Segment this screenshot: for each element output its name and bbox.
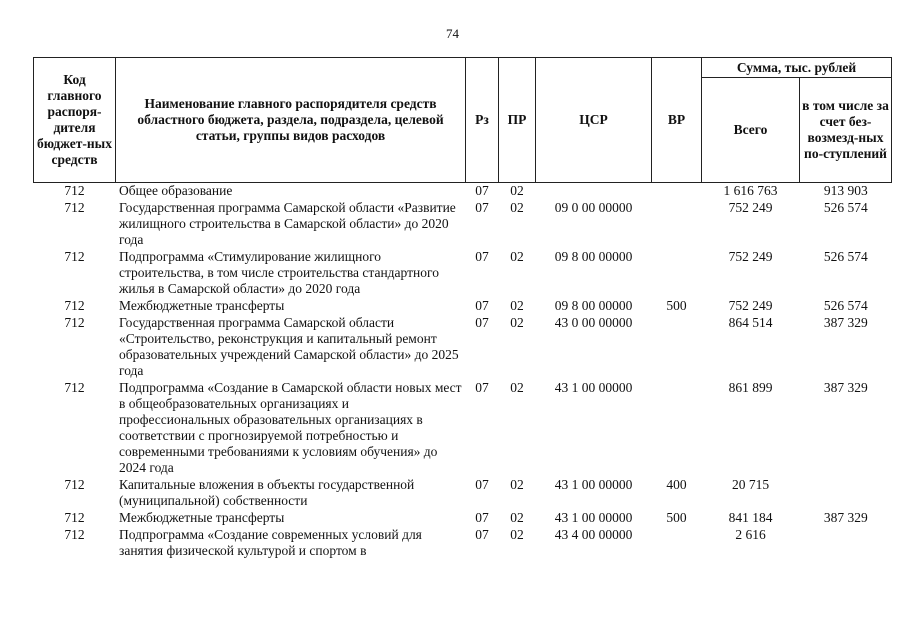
cell-name: Государственная программа Самарской области «Развитие жилищного строительства в Самарской области» до 2020 года bbox=[119, 200, 456, 247]
cell-pr: 02 bbox=[510, 315, 524, 330]
header-rz: Рз bbox=[466, 58, 499, 183]
cell-csr: 43 1 00 00000 bbox=[554, 510, 633, 525]
cell-total: 1 616 763 bbox=[723, 183, 778, 198]
cell-vr bbox=[652, 249, 702, 298]
cell-csr: 43 1 00 00000 bbox=[554, 380, 633, 395]
cell-pr: 02 bbox=[510, 183, 524, 198]
page-number: 74 bbox=[446, 26, 459, 41]
cell-vr bbox=[652, 380, 702, 477]
table-row bbox=[34, 380, 892, 477]
cell-pr: 02 bbox=[510, 477, 524, 492]
cell-code: 712 bbox=[64, 315, 85, 330]
cell-pr: 02 bbox=[510, 298, 524, 313]
cell-pr: 02 bbox=[510, 200, 524, 215]
table-row bbox=[34, 249, 892, 298]
table-row bbox=[34, 510, 892, 527]
header-free: в том числе за счет без-возмезд-ных по-ступлений bbox=[800, 78, 892, 183]
cell-free: 387 329 bbox=[823, 510, 868, 525]
cell-vr: 500 bbox=[666, 510, 687, 525]
cell-name: Общее образование bbox=[119, 183, 233, 198]
cell-code: 712 bbox=[64, 380, 85, 395]
table-row bbox=[34, 477, 892, 510]
table-row bbox=[34, 298, 892, 315]
table-row bbox=[34, 200, 892, 249]
table-row bbox=[34, 527, 892, 560]
cell-total: 20 715 bbox=[731, 477, 770, 492]
cell-total: 752 249 bbox=[728, 298, 773, 313]
table-row bbox=[34, 315, 892, 380]
cell-rz: 07 bbox=[475, 183, 489, 198]
cell-rz: 07 bbox=[475, 315, 489, 330]
cell-vr bbox=[652, 315, 702, 380]
budget-table bbox=[33, 57, 892, 560]
cell-rz: 07 bbox=[475, 527, 489, 542]
cell-csr: 43 0 00 00000 bbox=[554, 315, 633, 330]
cell-total: 752 249 bbox=[728, 200, 773, 215]
cell-csr: 09 0 00 00000 bbox=[554, 200, 633, 215]
cell-code: 712 bbox=[64, 527, 85, 542]
cell-free bbox=[800, 477, 892, 510]
cell-rz: 07 bbox=[475, 510, 489, 525]
cell-name: Подпрограмма «Стимулирование жилищного строительства, в том числе строительства стандартного жилья в Самарской области» до 2020 года bbox=[119, 249, 439, 296]
cell-csr: 09 8 00 00000 bbox=[554, 249, 633, 264]
cell-code: 712 bbox=[64, 477, 85, 492]
cell-pr: 02 bbox=[510, 510, 524, 525]
cell-vr bbox=[652, 527, 702, 560]
cell-vr bbox=[652, 200, 702, 249]
cell-rz: 07 bbox=[475, 477, 489, 492]
header-vr: ВР bbox=[652, 58, 702, 183]
header-csr: ЦСР bbox=[536, 58, 652, 183]
cell-free: 526 574 bbox=[823, 249, 868, 264]
cell-code: 712 bbox=[64, 183, 85, 198]
table-body bbox=[34, 183, 892, 561]
cell-free: 913 903 bbox=[823, 183, 868, 198]
cell-name: Подпрограмма «Создание в Самарской области новых мест в общеобразовательных организациях и профессиональных образовательных организациях в соответствии с прогнозируемой потребностью и современными требованиями к условиям обучения» до 2024 года bbox=[119, 380, 462, 475]
header-sum-group: Сумма, тыс. рублей bbox=[702, 58, 892, 78]
cell-total: 841 184 bbox=[728, 510, 773, 525]
cell-rz: 07 bbox=[475, 298, 489, 313]
cell-free bbox=[800, 527, 892, 560]
cell-name: Межбюджетные трансферты bbox=[119, 510, 285, 525]
cell-free: 526 574 bbox=[823, 298, 868, 313]
cell-csr bbox=[536, 183, 652, 201]
cell-pr: 02 bbox=[510, 380, 524, 395]
header-code: Код главного распоря-дителя бюджет-ных средств bbox=[34, 58, 116, 183]
cell-total: 861 899 bbox=[728, 380, 773, 395]
cell-code: 712 bbox=[64, 249, 85, 264]
header-pr: ПР bbox=[499, 58, 536, 183]
cell-rz: 07 bbox=[475, 249, 489, 264]
cell-free: 387 329 bbox=[823, 380, 868, 395]
cell-name: Государственная программа Самарской области «Строительство, реконструкция и капитальный ремонт образовательных учреждений Самарской области» до 2025 года bbox=[119, 315, 459, 378]
header-name: Наименование главного распорядителя средств областного бюджета, раздела, подраздела, целевой статьи, группы видов расходов bbox=[116, 58, 466, 183]
cell-pr: 02 bbox=[510, 527, 524, 542]
cell-code: 712 bbox=[64, 298, 85, 313]
cell-csr: 43 1 00 00000 bbox=[554, 477, 633, 492]
cell-csr: 43 4 00 00000 bbox=[554, 527, 633, 542]
cell-csr: 09 8 00 00000 bbox=[554, 298, 633, 313]
table-header bbox=[34, 58, 892, 183]
cell-code: 712 bbox=[64, 200, 85, 215]
cell-name: Подпрограмма «Создание современных условий для занятия физической культурой и спортом в bbox=[119, 527, 422, 558]
cell-vr: 500 bbox=[666, 298, 687, 313]
header-total: Всего bbox=[702, 78, 800, 183]
cell-rz: 07 bbox=[475, 380, 489, 395]
table-row bbox=[34, 183, 892, 201]
cell-total: 864 514 bbox=[728, 315, 773, 330]
cell-free: 526 574 bbox=[823, 200, 868, 215]
cell-name: Межбюджетные трансферты bbox=[119, 298, 285, 313]
cell-rz: 07 bbox=[475, 200, 489, 215]
cell-total: 752 249 bbox=[728, 249, 773, 264]
cell-vr: 400 bbox=[666, 477, 687, 492]
cell-vr bbox=[652, 183, 702, 201]
cell-total: 2 616 bbox=[735, 527, 766, 542]
cell-code: 712 bbox=[64, 510, 85, 525]
cell-pr: 02 bbox=[510, 249, 524, 264]
cell-free: 387 329 bbox=[823, 315, 868, 330]
cell-name: Капитальные вложения в объекты государственной (муниципальной) собственности bbox=[119, 477, 415, 508]
